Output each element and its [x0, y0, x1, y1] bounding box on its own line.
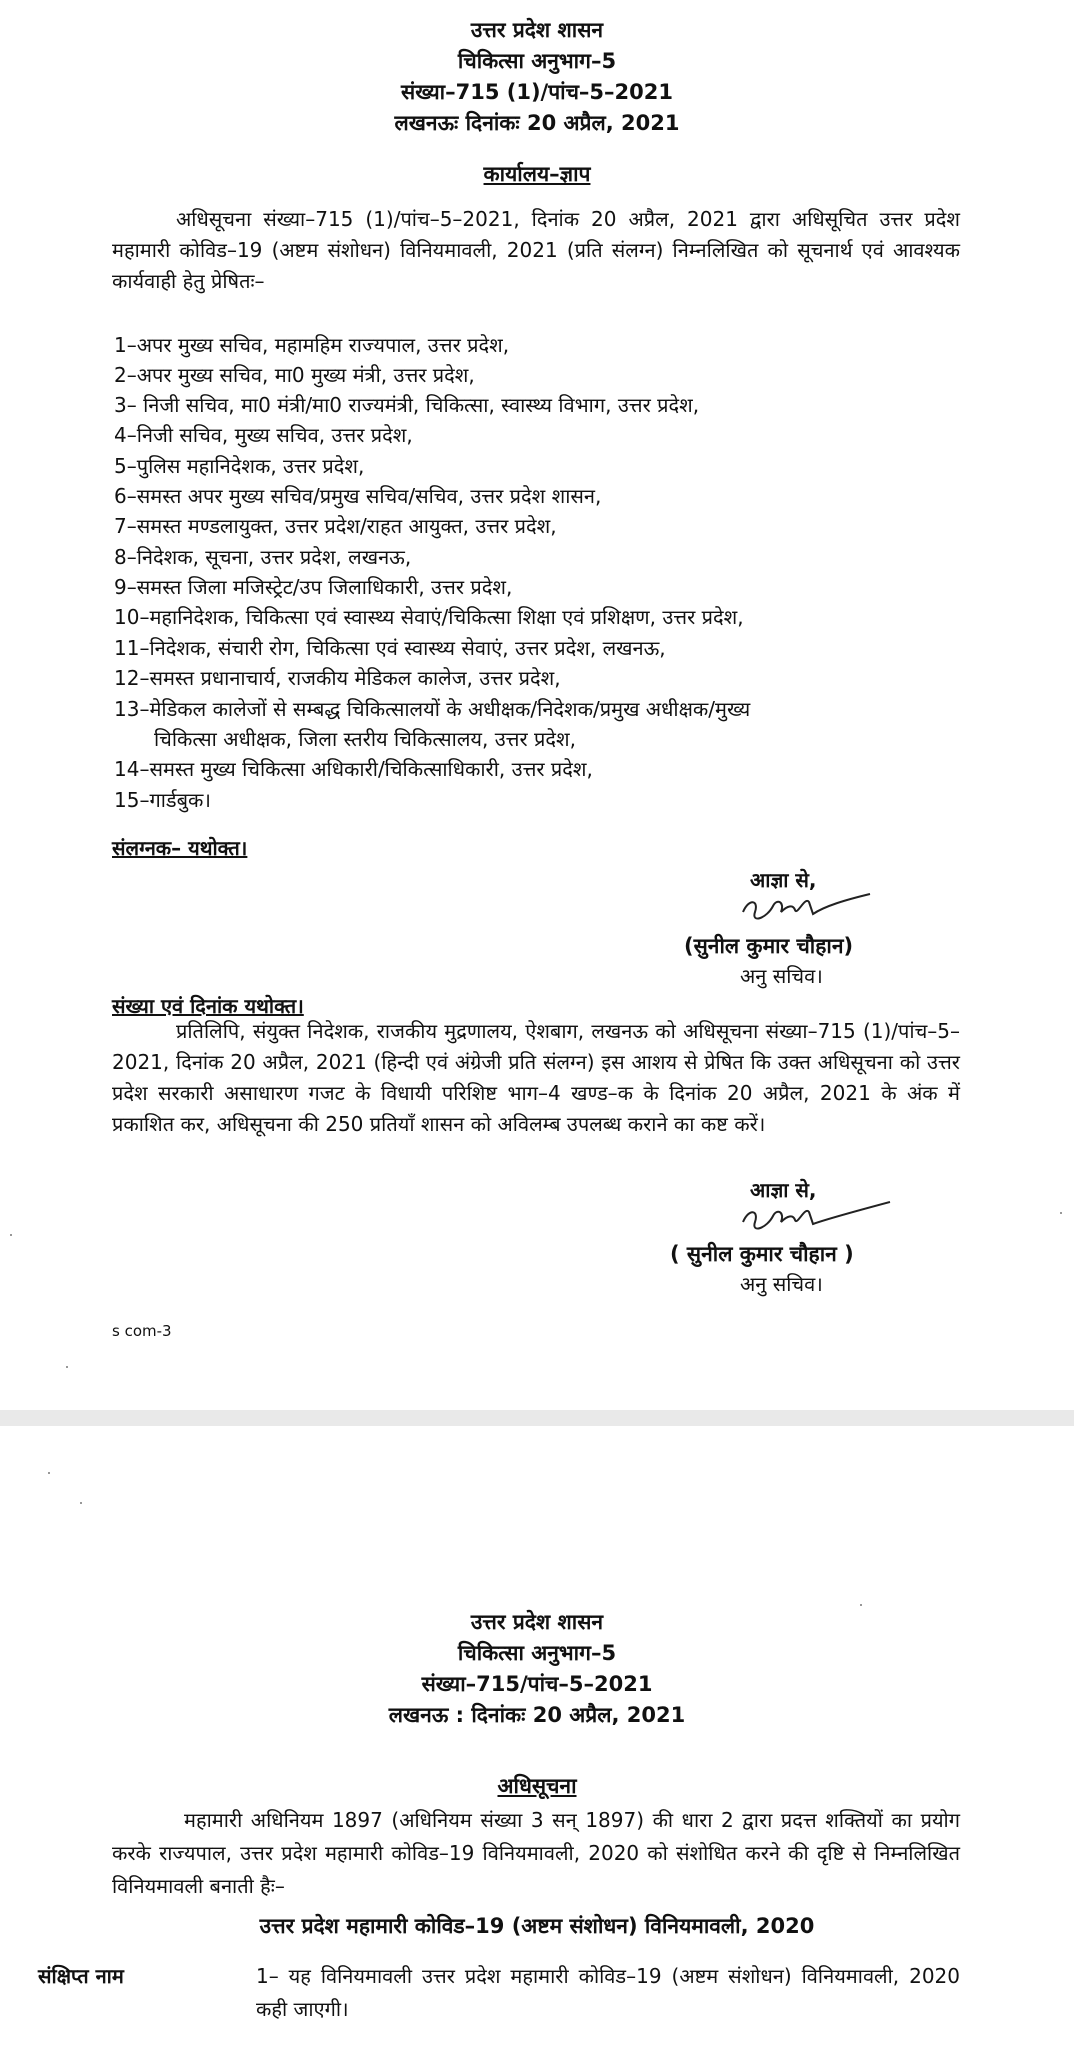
- clause-text: 1– यह विनियमावली उत्तर प्रदेश महामारी कोविड–19 (अष्टम संशोधन) विनियमावली, 2020 कही जाएगी।: [256, 1964, 960, 2021]
- notification-page: [0, 1426, 1074, 2048]
- signature-mark: [735, 888, 875, 928]
- scan-speck: [48, 1472, 50, 1474]
- footer-code: s com-3: [112, 1322, 172, 1340]
- scan-speck: [860, 1604, 862, 1606]
- recipient-item: 14–समस्त मुख्य चिकित्सा अधिकारी/चिकित्साधिकारी, उत्तर प्रदेश,: [114, 757, 593, 781]
- recipient-item-continued: चिकित्सा अधीक्षक, जिला स्तरीय चिकित्सालय, उत्तर प्रदेश,: [154, 727, 576, 751]
- recipient-item: 11–निदेशक, संचारी रोग, चिकित्सा एवं स्वास्थ्य सेवाएं, उत्तर प्रदेश, लखनऊ,: [114, 636, 666, 660]
- recipient-item: 10–महानिदेशक, चिकित्सा एवं स्वास्थ्य सेवाएं/चिकित्सा शिक्षा एवं प्रशिक्षण, उत्तर प्रदेश,: [114, 605, 744, 629]
- header-government: उत्तर प्रदेश शासन: [470, 18, 604, 42]
- header-date: लखनऊः दिनांकः 20 अप्रैल, 2021: [394, 111, 680, 135]
- signatory-designation: अनु सचिव।: [740, 964, 823, 988]
- clause-side-label: संक्षिप्त नाम: [38, 1964, 124, 1988]
- header-date: लखनऊ : दिनांकः 20 अप्रैल, 2021: [388, 1703, 686, 1727]
- signatory-designation: अनु सचिव।: [740, 1272, 823, 1296]
- regulation-title: उत्तर प्रदेश महामारी कोविड–19 (अष्टम संशोधन) विनियमावली, 2020: [259, 1914, 815, 1938]
- by-order-label: आज्ञा से,: [750, 868, 817, 892]
- recipient-item: 7–समस्त मण्डलायुक्त, उत्तर प्रदेश/राहत आयुक्त, उत्तर प्रदेश,: [114, 514, 557, 538]
- header-number: संख्या–715 (1)/पांच–5–2021: [401, 80, 673, 104]
- recipient-item: 15–गार्डबुक।: [114, 788, 211, 812]
- scan-speck: [80, 1502, 82, 1504]
- header-government: उत्तर प्रदेश शासन: [470, 1610, 604, 1634]
- recipient-item: 8–निदेशक, सूचना, उत्तर प्रदेश, लखनऊ,: [114, 545, 412, 569]
- header-section: चिकित्सा अनुभाग–5: [457, 49, 617, 73]
- header-section: चिकित्सा अनुभाग–5: [457, 1641, 617, 1665]
- recipient-item: 2–अपर मुख्य सचिव, मा0 मुख्य मंत्री, उत्तर प्रदेश,: [114, 363, 475, 387]
- signatory-name: ( सुनील कुमार चौहान ): [670, 1242, 854, 1266]
- recipient-item: 4–निजी सचिव, मुख्य सचिव, उत्तर प्रदेश,: [114, 423, 413, 447]
- recipient-item: 1–अपर मुख्य सचिव, महामहिम राज्यपाल, उत्तर प्रदेश,: [114, 333, 510, 357]
- memo-title: कार्यालय–ज्ञाप: [483, 162, 591, 186]
- signature-mark: [735, 1198, 895, 1238]
- copy-heading: संख्या एवं दिनांक यथोक्त।: [112, 994, 304, 1018]
- enclosure-note: संलग्नक– यथोक्त।: [112, 836, 248, 860]
- recipient-item: 12–समस्त प्रधानाचार्य, राजकीय मेडिकल कालेज, उत्तर प्रदेश,: [114, 666, 561, 690]
- copy-paragraph: प्रतिलिपि, संयुक्त निदेशक, राजकीय मुद्रणालय, ऐशबाग, लखनऊ को अधिसूचना संख्या–715 (1)/पांच–5–2021, दिनांक 20 अप्रैल, 2021 (हिन्दी एवं अंग्रेजी प्रति संलग्न) इस आशय से प्रेषित कि उक्त अधिसूचना को उत्तर प्रदेश सरकारी असाधारण गजट के विधायी परिशिष्ट भाग–4 खण्ड–क के दिनांक 20 अप्रैल, 2021 के अंक में प्रकाशित कर, अधिसूचना की 250 प्रतियाँ शासन को अविलम्ब उपलब्ध कराने का कष्ट करें।: [112, 1019, 960, 1136]
- scan-speck: [66, 1366, 68, 1368]
- header-number: संख्या–715/पांच–5–2021: [421, 1672, 653, 1696]
- intro-paragraph: अधिसूचना संख्या–715 (1)/पांच–5–2021, दिनांक 20 अप्रैल, 2021 द्वारा अधिसूचित उत्तर प्रदेश महामारी कोविड–19 (अष्टम संशोधन) विनियमावली, 2021 (प्रति संलग्न) निम्नलिखित को सूचनार्थ एवं आवश्यक कार्यवाही हेतु प्रेषितः–: [112, 207, 960, 293]
- scan-speck: [10, 1234, 12, 1236]
- recipient-item: 6–समस्त अपर मुख्य सचिव/प्रमुख सचिव/सचिव, उत्तर प्रदेश शासन,: [114, 484, 602, 508]
- recipient-item: 5–पुलिस महानिदेशक, उत्तर प्रदेश,: [114, 454, 365, 478]
- by-order-label: आज्ञा से,: [750, 1178, 817, 1202]
- recipient-item: 13–मेडिकल कालेजों से सम्बद्ध चिकित्सालयों के अधीक्षक/निदेशक/प्रमुख अधीक्षक/मुख्य: [114, 697, 751, 721]
- notification-title: अधिसूचना: [497, 1774, 577, 1798]
- recipient-item: 9–समस्त जिला मजिस्ट्रेट/उप जिलाधिकारी, उत्तर प्रदेश,: [114, 575, 513, 599]
- signatory-name: (सुनील कुमार चौहान): [684, 934, 854, 958]
- notification-intro: महामारी अधिनियम 1897 (अधिनियम संख्या 3 सन् 1897) की धारा 2 द्वारा प्रदत्त शक्तियों का प्रयोग करके राज्यपाल, उत्तर प्रदेश महामारी कोविड–19 विनियमावली, 2020 को संशोधित करने की दृष्टि से निम्नलिखित विनियमावली बनाती हैः–: [112, 1808, 960, 1898]
- recipient-item: 3– निजी सचिव, मा0 मंत्री/मा0 राज्यमंत्री, चिकित्सा, स्वास्थ्य विभाग, उत्तर प्रदेश,: [114, 393, 700, 417]
- scan-speck: [1060, 1212, 1062, 1214]
